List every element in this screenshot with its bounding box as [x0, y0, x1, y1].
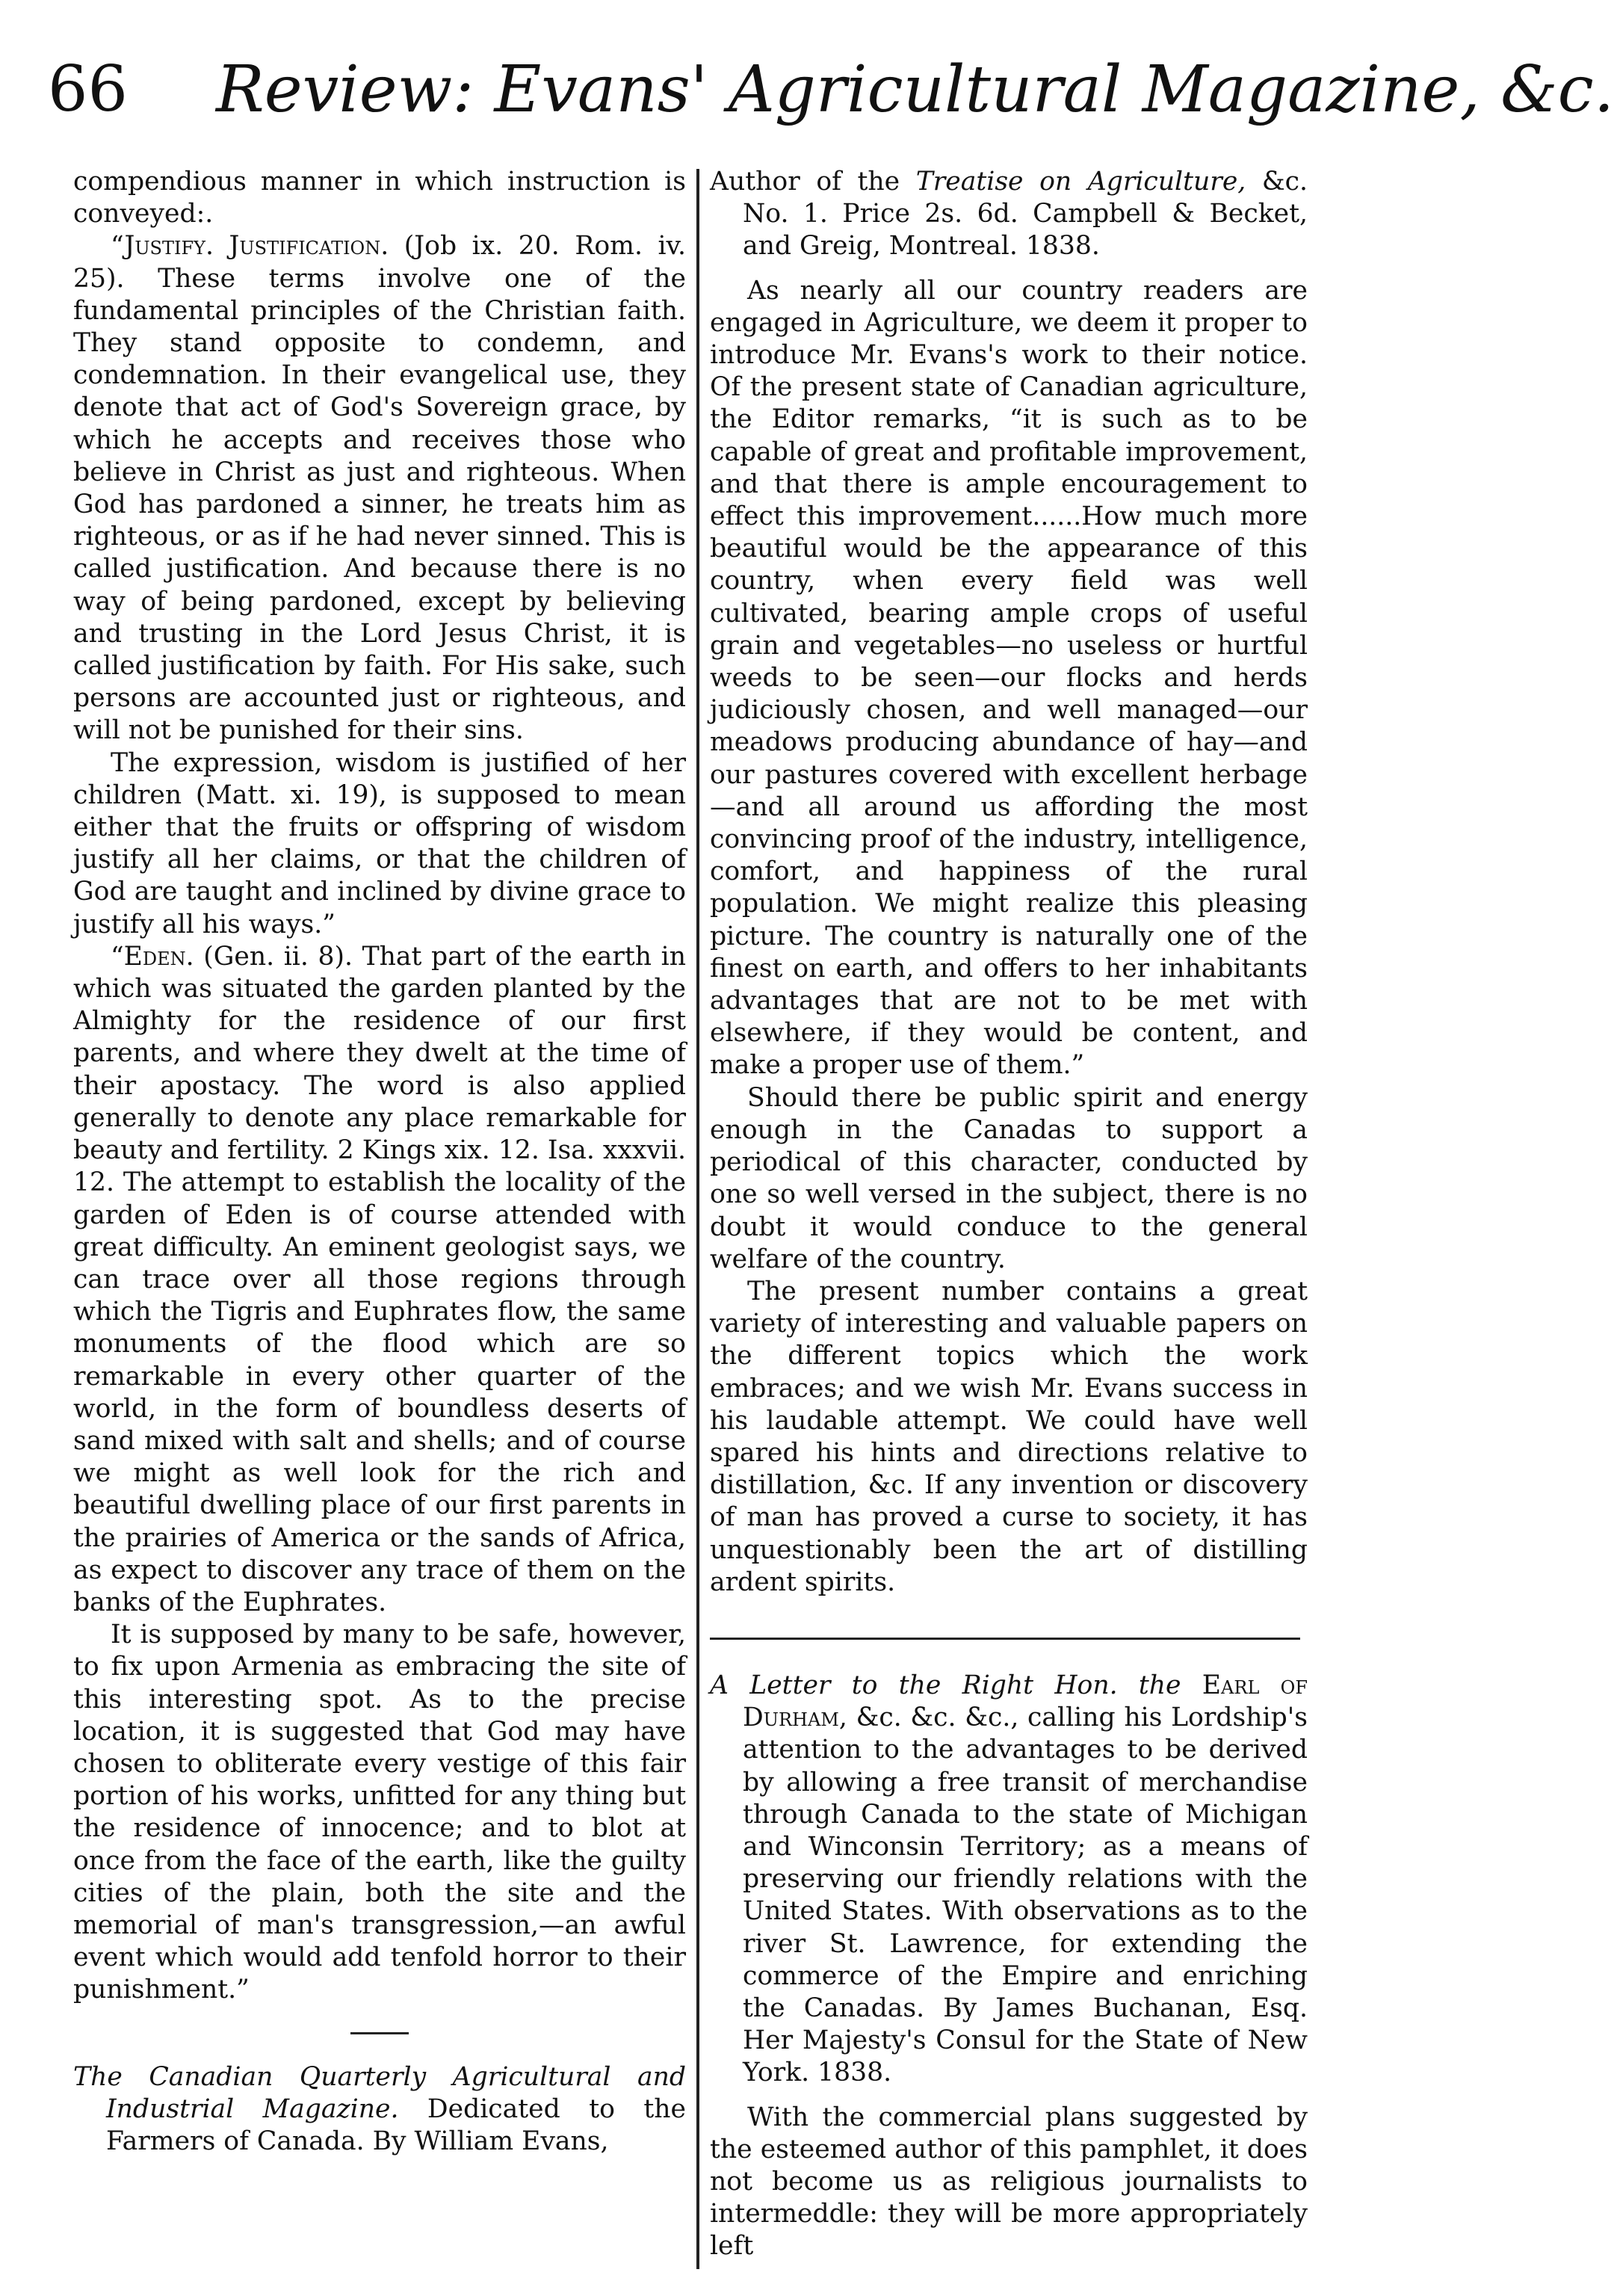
paragraph: As nearly all our country readers are engaged in Agriculture, we deem it proper to introduce Mr. Evans's work to their notice. Of the present state of Canadian agriculture, the Editor remarks, “it is such as to be capable of great and profitable improvement, and that there is ample encouragement to effect this improvement......How much more beautiful would be the appearance of this country, when every field was well cultivated, bearing ample crops of useful grain and vegetables—no useless or hurtful weeds to be seen—our flocks and herds judiciously chosen, and well managed—our meadows producing abundance of hay—and our pastures covered with excellent herbage—and all around us affording the most convincing proof of the industry, intelligence, comfort, and happiness of the rural population. We might realize this pleasing picture. The country is naturally one of the finest on earth, and offers to her inhabitants advantages that are not to be met with elsewhere, if they would be content, and make a proper use of them.”: [710, 275, 1308, 1081]
paragraph: With the commercial plans suggested by the esteemed author of this pamphlet, it does not become us as religious journalists to intermeddle: they will be more appropriately left: [710, 2102, 1308, 2262]
paragraph: compendious manner in which instruction is conveyed:.: [73, 167, 686, 229]
entry-body: (Gen. ii. 8). That part of the earth in which was situated the garden planted by the Almighty for the residence of our first parents, and where they dwelt at the time of their apostacy. The word is also applied generally to denote any place remarkable for beauty and fertility. 2 Kings xix. 12. Isa. xxxvii. 12. The attempt to establish the locality of the garden of Eden is of course attended with great difficulty. An eminent geologist says, we can trace over all those regions through which the Tigris and Euphrates flow, the same monuments of the flood which are so remarkable in every other quarter of the world, in the form of boundless deserts of sand mixed with salt and shells; and of course we might as well look for the rich and beautiful dwelling place of our first parents in the prairies of America or the sands of Africa, as expect to discover any trace of them on the banks of the Euphrates.: [73, 941, 686, 1617]
review-heading: [73, 2061, 686, 2158]
paragraph: It is supposed by many to be safe, however, to fix upon Armenia as embracing the site of this interesting spot. As to the precise location, it is suggested that God may have chosen to obliterate every vestige of this fair portion of his works, unfitted for any thing but the residence of innocence; and to blot at once from the face of the earth, like the guilty cities of the plain, both the site and the memorial of man's transgression,—an awful event which would add tenfold horror to their punishment.”: [73, 1620, 686, 2005]
review-title: The Canadian Quarterly Agricultural and Industrial Magazine.: [73, 2061, 686, 2124]
paragraph: Should there be public spirit and energy enough in the Canadas to support a periodical of this character, conducted by one so well versed in the subject, there is no doubt it would conduce to the general welfare of the country.: [710, 1082, 1308, 1274]
column-divider: [696, 169, 699, 2269]
spacer: [710, 263, 1308, 275]
book-title: Treatise on Agriculture,: [915, 167, 1246, 197]
entry-term: “Eden.: [111, 941, 194, 972]
page-header: [48, 52, 1614, 142]
spacer: [710, 2090, 1308, 2102]
review-title: A Letter to the Right Hon. the: [710, 1670, 1181, 1700]
right-column: [710, 166, 1308, 2263]
paragraph: The present number contains a great variety of interesting and valuable papers on the different topics which the work embraces; and we wish Mr. Evans success in his laudable attempt. We could have well spared his hints and directions relative to distillation, &c. If any invention or discovery of man has proved a curse to society, it has unquestionably been the art of distilling ardent spirits.: [710, 1276, 1308, 1597]
glossary-entry-eden: [73, 941, 686, 1619]
review-details: &c. &c. &c., calling his Lordship's attention to the advantages to be derived by allowing a free transit of merchandise through Canada to the state of Michigan and Winconsin Territory; as a means of preserving our friendly relations with the United States. With observations as to the river St. Lawrence, for extending the commerce of the Empire and enriching the Canadas. By James Buchanan, Esq. Her Majesty's Consul for the State of New York. 1838.: [743, 1703, 1308, 2088]
entry-body: (Job ix. 20. Rom. iv. 25). These terms involve one of the fundamental principles of the Christian faith. They stand opposite to condemn, and condemnation. In their evangelical use, they denote that act of God's Sovereign grace, by which he accepts and receives those who believe in Christ as just and righteous. When God has pardoned a sinner, he treats him as righteous, or as if he had never sinned. This is called justification. And because there is no way of being pardoned, except by believing and trusting in the Lord Jesus Christ, it is called justification by faith. For His sake, such persons are accounted just or righteous, and will not be punished for their sins.: [73, 231, 686, 746]
page-number: 66: [48, 52, 128, 126]
review-heading-continued: [710, 166, 1308, 263]
glossary-entry-justify: [73, 230, 686, 747]
review-details: Dedicated to the Farmers of Canada. By William Evans,: [106, 2093, 686, 2156]
review-heading: [710, 1670, 1308, 2090]
running-head: Review: Evans' Agricultural Magazine, &c.: [216, 52, 1614, 127]
section-divider: [710, 1638, 1300, 1640]
entry-term: “Justify. Justification.: [111, 231, 389, 262]
left-column: [73, 166, 686, 2158]
paragraph: The expression, wisdom is justified of her children (Matt. xi. 19), is supposed to mean either that the fruits or offspring of wisdom justify all her claims, or that the children of God are taught and inclined by divine grace to justify all his ways.”: [73, 747, 686, 939]
text-span: &c. No. 1. Price 2s. 6d. Campbell & Becket, and Greig, Montreal. 1838.: [743, 167, 1308, 262]
addressee-name: Earl of Durham,: [743, 1670, 1308, 1733]
text-span: Author of the: [710, 167, 900, 197]
section-divider: [350, 2032, 409, 2034]
